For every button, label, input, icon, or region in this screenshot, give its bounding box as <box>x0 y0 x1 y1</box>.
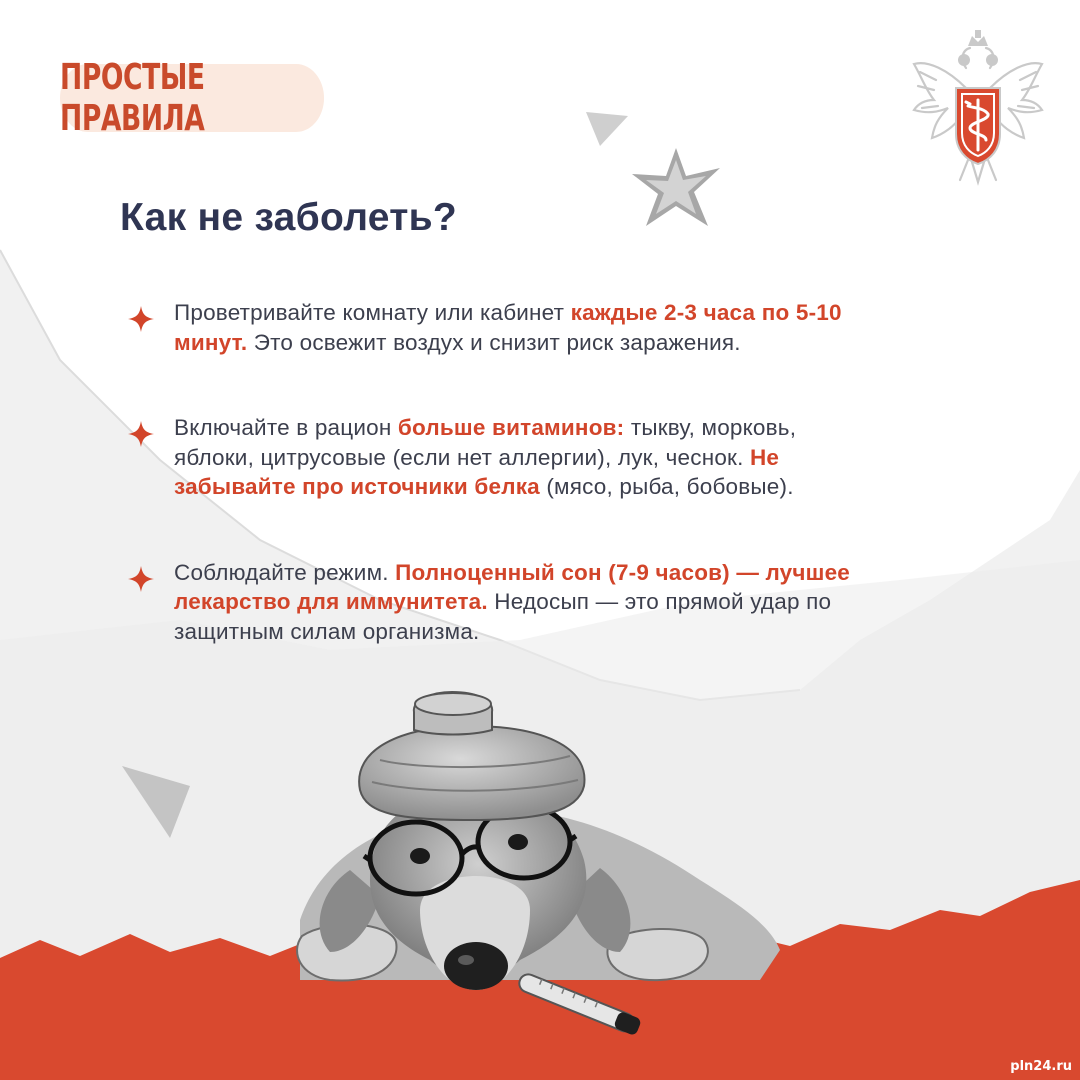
rule-text-part: Недосып — это прямой удар по защитным силам организма. <box>174 589 832 644</box>
four-point-star-icon <box>128 306 154 332</box>
rule-highlight: каждые 2-3 часа по 5-10 минут. <box>174 300 842 355</box>
rule-text <box>174 298 866 357</box>
paper-scrap-triangle-top <box>582 108 632 150</box>
rule-text-part: Включайте в рацион <box>174 415 398 440</box>
rule-highlight: больше витаминов: <box>397 415 625 440</box>
rule-text <box>174 558 866 647</box>
watermark: pln24.ru <box>1010 1059 1072 1074</box>
rule-text-part: (мясо, рыба, бобовые). <box>539 474 794 499</box>
rules-list <box>126 298 866 702</box>
ministry-of-health-emblem-icon <box>908 30 1048 190</box>
rule-highlight: Полноценный сон (7-9 часов) — лучшее лекарство для иммунитета. <box>174 559 851 614</box>
rule-item <box>126 558 866 647</box>
sick-dog-photo <box>0 690 1080 1080</box>
paper-scrap-star <box>628 146 724 232</box>
four-point-star-icon <box>128 421 154 447</box>
rule-text-part: Соблюдайте режим. <box>174 559 396 585</box>
page-title: Как не заболеть? <box>120 196 458 239</box>
rule-item <box>126 298 866 357</box>
rule-text-part: Проветривайте комнату или кабинет <box>174 300 571 325</box>
four-point-star-icon <box>128 566 154 592</box>
rule-text-part: Это освежит воздух и снизит риск заражения. <box>247 329 741 355</box>
category-badge <box>60 57 324 139</box>
rule-item <box>126 413 866 502</box>
badge-label: ПРОСТЫЕ ПРАВИЛА <box>60 57 205 139</box>
rule-text-part: тыкву, морковь, яблоки, цитрусовые (если нет аллергии), лук, чеснок. <box>174 415 797 470</box>
rule-highlight: Не забывайте про источники белка <box>174 444 780 499</box>
rule-text <box>174 413 866 502</box>
